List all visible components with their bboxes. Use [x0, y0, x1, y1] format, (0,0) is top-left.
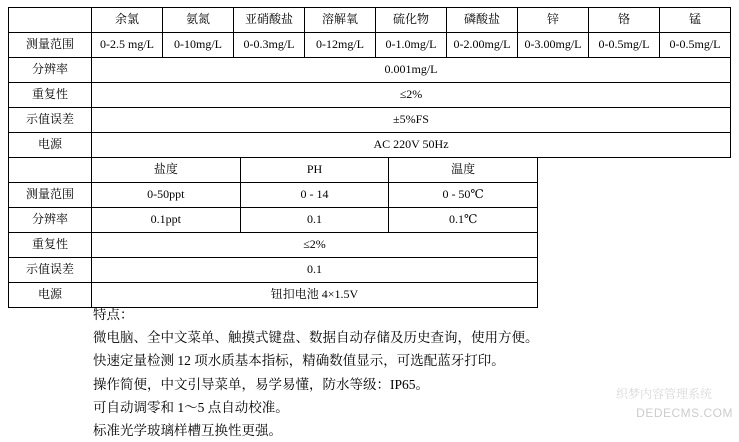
table-header-cell: 亚硝酸盐 [234, 8, 305, 33]
table-cell: 0-0.5mg/L [660, 33, 731, 58]
feature-item: 可自动调零和 1～5 点自动校准。 [93, 399, 289, 415]
salinity-ph-temp-spec-table [8, 157, 538, 308]
table-cell: 0-0.5mg/L [589, 33, 660, 58]
row-label: 电源 [9, 283, 92, 308]
table-header-cell [9, 158, 92, 183]
table-header-cell [9, 8, 92, 33]
watermark-dedecms: DEDECMS.COM [636, 406, 733, 420]
table-header-cell: PH [240, 158, 389, 183]
features-section [93, 303, 539, 442]
table-row [9, 108, 731, 133]
table-cell: 0.1ppt [92, 208, 241, 233]
water-quality-spec-table-wrapper [8, 7, 731, 158]
table-cell-merged: ±5%FS [92, 108, 731, 133]
table-row [9, 233, 538, 258]
table-header-cell: 磷酸盐 [447, 8, 518, 33]
table-row [9, 208, 538, 233]
table-cell-merged: 0.001mg/L [92, 58, 731, 83]
row-label: 测量范围 [9, 183, 92, 208]
table-row [9, 133, 731, 158]
table-cell: 0-0.3mg/L [234, 33, 305, 58]
feature-item: 微电脑、全中文菜单、触摸式键盘、数据自动存储及历史查询，使用方便。 [93, 330, 539, 346]
watermark-chinese: 织梦内容管理系统 [616, 387, 713, 401]
table-header-cell: 余氯 [92, 8, 163, 33]
table-row [9, 83, 731, 108]
table-cell: 0 - 50℃ [389, 183, 538, 208]
water-quality-spec-table [8, 7, 731, 158]
table-cell-merged: 0.1 [92, 258, 538, 283]
table-cell: 0-1.0mg/L [376, 33, 447, 58]
table-header-cell: 盐度 [92, 158, 241, 183]
table-header-row [9, 8, 731, 33]
table-cell: 0-2.00mg/L [447, 33, 518, 58]
table-header-row [9, 158, 538, 183]
table-header-cell: 溶解氧 [305, 8, 376, 33]
feature-item: 标准光学玻璃样槽互换性更强。 [93, 423, 282, 439]
table-cell-merged: ≤2% [92, 233, 538, 258]
table-cell: 0-50ppt [92, 183, 241, 208]
table-header-cell: 温度 [389, 158, 538, 183]
row-label: 重复性 [9, 83, 92, 108]
row-label: 测量范围 [9, 33, 92, 58]
features-title: 特点： [93, 307, 134, 322]
table-row [9, 258, 538, 283]
table-cell-merged: 钮扣电池 4×1.5V [92, 283, 538, 308]
table-header-cell: 铬 [589, 8, 660, 33]
feature-item: 快速定量检测 12 项水质基本指标，精确数值显示，可选配蓝牙打印。 [93, 353, 505, 369]
table-header-cell: 锰 [660, 8, 731, 33]
feature-item: 操作简便，中文引导菜单，易学易懂，防水等级：IP65。 [93, 376, 430, 392]
table-cell-merged: ≤2% [92, 83, 731, 108]
table-header-cell: 氨氮 [163, 8, 234, 33]
table-cell: 0 - 14 [240, 183, 389, 208]
row-label: 分辨率 [9, 208, 92, 233]
table-cell: 0.1 [240, 208, 389, 233]
row-label: 重复性 [9, 233, 92, 258]
table-cell-merged: AC 220V 50Hz [92, 133, 731, 158]
row-label: 电源 [9, 133, 92, 158]
table-cell: 0-10mg/L [163, 33, 234, 58]
table-header-cell: 锌 [518, 8, 589, 33]
salinity-ph-temp-spec-table-wrapper [8, 157, 538, 308]
table-cell: 0-3.00mg/L [518, 33, 589, 58]
table-cell: 0.1℃ [389, 208, 538, 233]
table-row [9, 58, 731, 83]
table-row [9, 33, 731, 58]
row-label: 分辨率 [9, 58, 92, 83]
row-label: 示值误差 [9, 258, 92, 283]
table-row [9, 183, 538, 208]
table-cell: 0-2.5 mg/L [92, 33, 163, 58]
table-header-cell: 硫化物 [376, 8, 447, 33]
table-cell: 0-12mg/L [305, 33, 376, 58]
row-label: 示值误差 [9, 108, 92, 133]
